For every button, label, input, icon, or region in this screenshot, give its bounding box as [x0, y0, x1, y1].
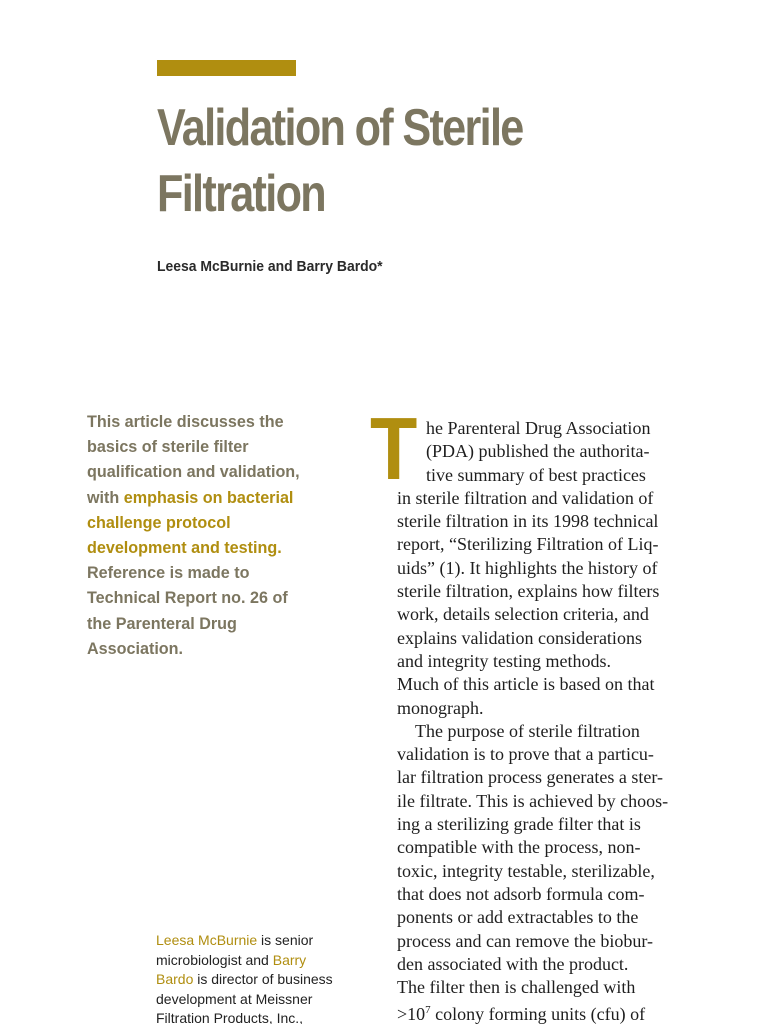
body-text: >10 [397, 1004, 426, 1024]
abstract-text: Reference is made to [87, 563, 250, 583]
abstract-line [87, 434, 344, 459]
body-line: process and can remove the biobur- [397, 930, 654, 951]
body-line: work, details selection criteria, and [397, 604, 649, 625]
body-line: explains validation considerations [397, 627, 642, 648]
superscript: 7 [425, 1004, 431, 1017]
abstract-line [87, 485, 344, 510]
body-line: uids” (1). It highlights the history of [397, 557, 658, 578]
body-line: and integrity testing methods. [397, 650, 611, 671]
article-title [157, 95, 622, 227]
bio-author-name: Barry [272, 951, 307, 968]
body-line: lar filtration process generates a ster- [397, 767, 664, 788]
title-line-2: Filtration [157, 165, 326, 223]
bio-line [156, 951, 386, 971]
bio-text: is director of business [193, 971, 333, 987]
abstract-text: qualification and validation, [87, 462, 300, 482]
body-line [397, 999, 687, 1024]
bio-text: is senior [257, 932, 314, 948]
body-line: in sterile filtration and validation of [397, 487, 654, 508]
body-line: he Parenteral Drug Association [426, 418, 651, 438]
drop-cap: T [370, 399, 418, 498]
body-line: sterile filtration in its 1998 technical [397, 511, 659, 532]
article-body [397, 417, 687, 1024]
abstract-line [87, 611, 344, 636]
abstract-highlight: development and testing. [87, 538, 282, 558]
abstract-line [87, 636, 344, 661]
accent-bar [157, 60, 296, 76]
body-line: toxic, integrity testable, sterilizable, [397, 860, 655, 881]
bio-text: microbiologist and [156, 951, 273, 968]
body-line: that does not adsorb formula com- [397, 883, 645, 904]
abstract-line [87, 409, 344, 434]
abstract-text: with [87, 487, 124, 507]
body-line: validation is to prove that a particu- [397, 744, 654, 765]
abstract-text: This article discusses the [87, 412, 284, 431]
body-line: sterile filtration, explains how filters [397, 581, 660, 602]
body-line: Much of this article is based on that [397, 674, 655, 695]
abstract-highlight: challenge protocol [87, 512, 231, 532]
abstract-line [87, 459, 344, 484]
body-line: tive summary of best practices [426, 464, 646, 485]
bio-line [156, 931, 386, 951]
article-authors: Leesa McBurnie and Barry Bardo* [157, 258, 383, 275]
body-line: monograph. [397, 697, 484, 718]
body-line: (PDA) published the authorita- [426, 441, 650, 462]
bio-line: development at Meissner [156, 990, 313, 1007]
abstract-line [87, 560, 344, 585]
bio-author-name: Bardo [156, 971, 194, 987]
article-abstract [87, 409, 344, 661]
bio-author-name: Leesa McBurnie [156, 932, 258, 948]
title-line-1: Validation of Sterile [157, 99, 523, 157]
body-line: ing a sterilizing grade filter that is [397, 814, 641, 835]
author-bio [156, 931, 386, 1024]
abstract-line [87, 535, 344, 560]
body-line: den associated with the product. [397, 953, 629, 974]
bio-line [156, 970, 386, 990]
abstract-text: Association. [87, 638, 184, 658]
body-text: colony forming units (cfu) of [430, 1004, 646, 1024]
bio-line: Filtration Products, Inc., [156, 1010, 304, 1024]
body-line: ponents or add extractables to the [397, 907, 639, 928]
body-line: ile filtrate. This is achieved by choos- [397, 790, 669, 811]
abstract-text: the Parenteral Drug [87, 613, 237, 633]
body-line: report, “Sterilizing Filtration of Liq- [397, 534, 659, 555]
abstract-line [87, 510, 344, 535]
abstract-line [87, 585, 344, 610]
body-line: compatible with the process, non- [397, 837, 641, 858]
abstract-text: Technical Report no. 26 of [87, 588, 288, 608]
body-line: The filter then is challenged with [397, 977, 636, 998]
body-line: The purpose of sterile filtration [415, 720, 640, 741]
abstract-highlight: emphasis on bacterial [123, 487, 294, 507]
abstract-text: basics of sterile filter [87, 437, 249, 457]
